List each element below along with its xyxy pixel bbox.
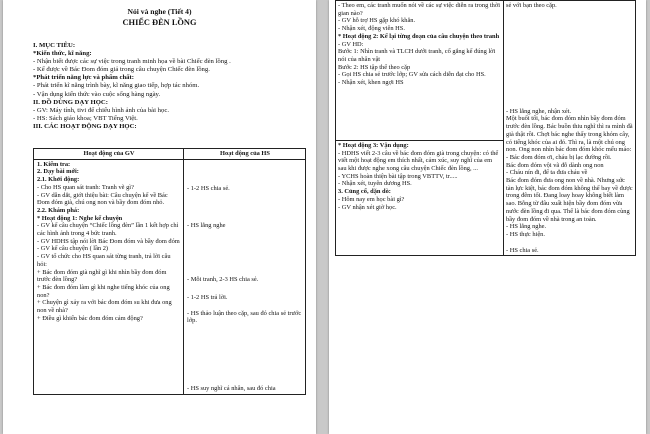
teacher-activity-line: - YCHS hoàn thiện bài tập trong VBTTV, tr..... bbox=[338, 172, 458, 180]
activities-table bbox=[33, 148, 306, 395]
teacher-activity-line: + Điều gì khiến bác đom đóm cảm động? bbox=[37, 314, 143, 322]
teacher-activity-line: - GV hỗ trợ HS gặp khó khăn. bbox=[338, 17, 416, 25]
teacher-activity-line: 3. Củng cố, dặn dò: bbox=[338, 188, 391, 196]
document-page-right bbox=[329, 0, 646, 434]
student-activities-cell bbox=[504, 1, 636, 256]
student-activity-line: - HS suy nghĩ cá nhân, sau đó chia bbox=[187, 384, 276, 392]
student-activity-line: - 1-2 HS trả lời. bbox=[187, 293, 228, 301]
student-activity-line: sẻ với bạn theo cặp. bbox=[506, 2, 557, 9]
teacher-activity-line: - GV kể câu chuyện “Chiếc lồng đèn” lần 1 kết hợp chỉ các hình ảnh trong 4 bức tranh. bbox=[37, 222, 179, 238]
activities-table-continued bbox=[335, 0, 636, 256]
teacher-activity-line: - Hôm nay em học bài gì? bbox=[338, 195, 405, 203]
lesson-objectives bbox=[33, 42, 303, 131]
student-activity-line: - HS lắng nghe, nhận xét. bbox=[506, 107, 572, 115]
teacher-activity-line: - Gọi HS chia sẻ trước lớp; GV sửa cách diễn đạt cho HS. bbox=[338, 71, 486, 79]
teacher-activity-line: * Hoạt động 3: Vận dụng: bbox=[338, 141, 409, 149]
objective-line: - Kể được về Bác Đom đóm giả trong câu chuyện Chiếc đèn lồng. bbox=[33, 66, 210, 74]
teacher-activity-line: 2.2. Khám phá: bbox=[37, 206, 80, 214]
student-activity-line: Một buổi tối, bác đom đóm nhìn bầy đom đóm trước đèn lồng. Bác buồn thiu nghĩ thì ra mình đã già thật rồi. Chợt bác nghe thấy trong khóm cây, có tiếng khóc của ai đó. Thì ra, là một chú ong non. Ong non nhìn bác đom đóm khóc mếu máo: bbox=[506, 115, 633, 154]
teacher-activity-line: - GV nhận xét giờ học. bbox=[338, 203, 397, 211]
objective-line: *Kiến thức, kĩ năng: bbox=[33, 50, 92, 58]
student-activity-line: Bác đom đóm đưa ong non về nhà. Nhưng sức tàn lực kiệt, bác đom đóm không thể bay về được trong đêm tối. Đang loay hoay không biết làm sao. Bỗng từ đâu xuất hiện bầy đom đóm vừa nước đèn lồng đi qua. Thế là bác đom đóm cùng bầy đom đóm về nhà trong an toàn. bbox=[506, 177, 633, 223]
student-activity-line: - HS thực hiện. bbox=[506, 230, 545, 238]
objective-line: - GV: Máy tính, tivi để chiếu hình ảnh của bài học. bbox=[33, 106, 170, 114]
teacher-activity-line: 2.1. Khởi động: bbox=[37, 176, 80, 184]
teacher-activity-line: - Nhận xét, khen ngợi HS bbox=[338, 79, 404, 87]
student-activity-line: - 1-2 HS chia sẻ. bbox=[187, 184, 230, 192]
document-page-left bbox=[3, 0, 316, 434]
teacher-activity-line: - GV dẫn dắt, giới thiệu bài: Câu chuyện kể về Bác Đom đóm già, chú ong non và bầy đom đóm nhỏ. bbox=[37, 191, 168, 207]
teacher-activity-line: 2. Dạy bài mới: bbox=[37, 168, 79, 176]
objective-line: *Phát triển năng lực và phẩm chất: bbox=[33, 74, 134, 82]
objective-line: - HS: Sách giáo khoa; VBT Tiếng Việt. bbox=[33, 114, 138, 122]
teacher-activity-line: - Nhận xét, động viên HS. bbox=[338, 25, 405, 33]
objective-line: III. CÁC HOẠT ĐỘNG DẠY HỌC: bbox=[33, 122, 137, 130]
teacher-activity-line: - Theo em, các tranh muốn nói về các sự việc diễn ra trong thời gian nào? bbox=[338, 2, 500, 17]
student-activity-line: - HS chia sẻ. bbox=[506, 246, 539, 254]
teacher-activity-line: - GV kể câu chuyện ( lần 2) bbox=[37, 245, 109, 253]
student-activities-cell bbox=[184, 159, 306, 394]
teacher-activity-line: - GV HDHS tập nói lời Bác Đom đóm và bầy đom đóm bbox=[37, 237, 180, 245]
teacher-activities-cell bbox=[336, 1, 504, 141]
teacher-activity-line: * Hoạt động 1: Nghe kể chuyện bbox=[37, 214, 123, 222]
student-activity-line: Bác đom đóm vội vã đỗ dành ong non bbox=[506, 161, 604, 169]
teacher-activity-line: - Nhận xét, tuyên dương HS. bbox=[338, 180, 412, 188]
teacher-activity-line: Bước 2: HS tập thể theo cặp bbox=[338, 63, 411, 71]
teacher-activity-line: + Chuyện gì xảy ra với bác đom đóm su khi đưa ong non về nhà? bbox=[37, 299, 172, 315]
student-activity-line: - HS thảo luận theo cặp, sau đó chia sẻ trước lớp. bbox=[187, 309, 302, 325]
student-activity-line: - Cháu nín đi, để ta đưa cháu về bbox=[506, 169, 588, 177]
objective-line: II. ĐỒ DÙNG DẠY HỌC: bbox=[33, 98, 108, 106]
teacher-activity-line: Bước 1: Nhìn tranh và TLCH dưới tranh, cố gắng kể đúng lời nói của nhân vật bbox=[338, 48, 496, 63]
lesson-subtitle: CHIẾC ĐÈN LỒNG bbox=[122, 18, 197, 27]
objective-line: - Phát triển kĩ năng trình bày, kĩ năng giao tiếp, hợp tác nhóm. bbox=[33, 82, 200, 90]
objective-line: - Vận dụng kiến thức vào cuộc sống hàng ngày. bbox=[33, 90, 161, 98]
teacher-activities-cell-2 bbox=[336, 140, 504, 255]
student-activity-line: - Bác đom đóm ơi, cháu bị lạc đường rồi. bbox=[506, 153, 612, 161]
objective-line: I. MỤC TIÊU: bbox=[33, 42, 76, 49]
teacher-activity-line: - GV HD: bbox=[338, 40, 364, 48]
teacher-activity-line: - GV tổ chức cho HS quan sát từng tranh, trả lời câu hỏi: bbox=[37, 253, 171, 268]
student-activity-line: - HS lắng nghe. bbox=[506, 223, 547, 231]
teacher-activity-line: + Bác đom đóm làm gì khi nghe tiếng khóc của ong non? bbox=[37, 283, 170, 299]
student-activity-line: - HS lắng nghe bbox=[187, 222, 226, 230]
column-header-gv: Hoạt động của GV bbox=[34, 149, 184, 160]
teacher-activity-line: - Cho HS quan sát tranh: Tranh vẽ gì? bbox=[37, 183, 134, 191]
teacher-activity-line: 1. Kiểm tra: bbox=[37, 160, 71, 168]
objective-line: - Nhận biết được các sự việc trong tranh minh họa về bài Chiếc đèn lồng . bbox=[33, 58, 231, 66]
teacher-activities-cell bbox=[34, 159, 184, 394]
teacher-activity-line: + Bác đom đóm già nghĩ gì khi nhìn bầy đom đóm trước đèn lồng? bbox=[37, 268, 167, 284]
student-activity-line: - Mỗi tranh, 2-3 HS chia sẻ. bbox=[187, 276, 259, 284]
lesson-title: Nói và nghe (Tiết 4) bbox=[127, 7, 192, 16]
teacher-activity-line: * Hoạt động 2: Kể lại từng đoạn của câu chuyện theo tranh bbox=[338, 32, 500, 40]
teacher-activity-line: - HDHS viết 2-3 câu về bác đom đóm già trong chuyện: có thể viết một hoạt động em thích nhất, cảm xúc, suy nghĩ của em sau khi được nghe xong câu chuyện Chiếc đèn lồng, ... bbox=[338, 149, 499, 173]
column-header-hs: Hoạt động của HS bbox=[184, 149, 306, 160]
